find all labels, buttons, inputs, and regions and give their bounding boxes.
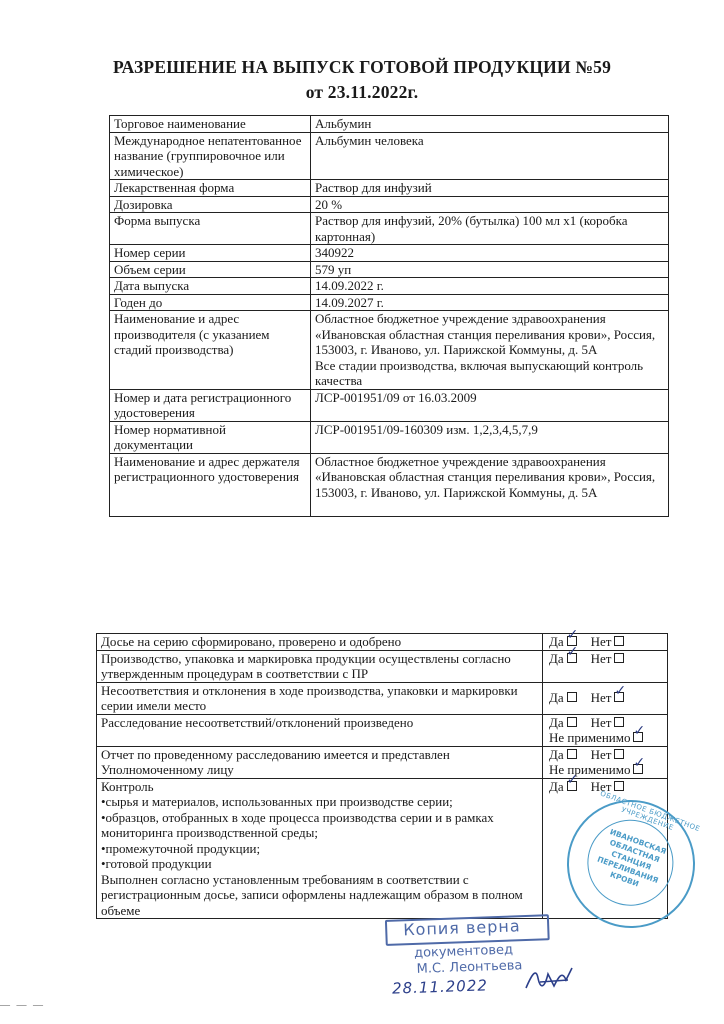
no-label: Нет bbox=[590, 746, 612, 762]
no-label: Нет bbox=[590, 690, 612, 706]
signature bbox=[520, 960, 580, 996]
control-conclusion: Выполнен согласно установленным требованиям в соответствии с регистрационным досье, записи оформлены надлежащим образом в полном объеме bbox=[101, 871, 523, 918]
not-applicable-checkbox-checked[interactable] bbox=[633, 764, 643, 774]
table-row bbox=[110, 245, 669, 262]
check-question: Досье на серию сформировано, проверено и одобрено bbox=[97, 634, 543, 651]
row-label: Годен до bbox=[110, 294, 311, 311]
production-stages: Все стадии производства, включая выпускающий контроль качества bbox=[315, 357, 644, 388]
row-value: 340922 bbox=[311, 245, 669, 262]
table-row bbox=[110, 453, 669, 516]
table-row bbox=[97, 650, 668, 682]
table-row bbox=[110, 311, 669, 390]
table-row bbox=[110, 196, 669, 213]
seal-center-text: ИВАНОВСКАЯ ОБЛАСТНАЯ СТАНЦИЯ ПЕРЕЛИВАНИЯ КРОВИ bbox=[596, 827, 668, 889]
row-label: Международное непатентованное название (группировочное или химическое) bbox=[110, 132, 311, 180]
check-question: Отчет по проведенному расследованию имеется и представлен Уполномоченному лицу bbox=[97, 746, 543, 778]
table-row bbox=[110, 213, 669, 245]
table-row bbox=[110, 180, 669, 197]
row-value: 14.09.2027 г. bbox=[311, 294, 669, 311]
document-title: РАЗРЕШЕНИЕ НА ВЫПУСК ГОТОВОЙ ПРОДУКЦИИ №59 bbox=[112, 57, 612, 77]
check-answer bbox=[543, 714, 668, 746]
row-value: Альбумин bbox=[311, 116, 669, 133]
no-label: Нет bbox=[590, 634, 612, 649]
row-label: Номер нормативной документации bbox=[110, 421, 311, 453]
handwritten-date: 28.11.2022 bbox=[391, 976, 489, 998]
scan-edge-marks: — — — bbox=[0, 1000, 45, 1011]
stamp-name: М.С. Леонтьева bbox=[416, 958, 523, 977]
not-applicable-checkbox-checked[interactable] bbox=[633, 732, 643, 742]
row-label: Форма выпуска bbox=[110, 213, 311, 245]
row-label: Наименование и адрес держателя регистрационного удостоверения bbox=[110, 453, 311, 516]
table-row bbox=[97, 714, 668, 746]
control-heading: Контроль bbox=[101, 778, 154, 794]
no-checkbox[interactable] bbox=[614, 781, 624, 791]
table-row bbox=[110, 421, 669, 453]
table-row bbox=[110, 389, 669, 421]
check-question: Производство, упаковка и маркировка продукции осуществлены согласно утвержденным процедурам в соответствии с ПР bbox=[97, 650, 543, 682]
no-checkbox[interactable] bbox=[614, 717, 624, 727]
no-checkbox[interactable] bbox=[614, 636, 624, 646]
table-row bbox=[97, 746, 668, 778]
table-row bbox=[110, 294, 669, 311]
not-applicable-label: Не применимо bbox=[549, 730, 631, 745]
check-question: Расследование несоответствий/отклонений произведено bbox=[97, 714, 543, 746]
row-label: Номер и дата регистрационного удостоверения bbox=[110, 389, 311, 421]
no-label: Нет bbox=[590, 714, 612, 730]
row-label: Объем серии bbox=[110, 261, 311, 278]
stamp-position: документовед bbox=[413, 942, 514, 961]
check-answer bbox=[543, 634, 668, 651]
row-value: ЛСР-001951/09 от 16.03.2009 bbox=[311, 389, 669, 421]
no-checkbox[interactable] bbox=[614, 749, 624, 759]
row-value: ЛСР-001951/09-160309 изм. 1,2,3,4,5,7,9 bbox=[311, 421, 669, 453]
table-row bbox=[110, 261, 669, 278]
check-question bbox=[97, 778, 543, 919]
yes-label: Да bbox=[549, 690, 564, 706]
row-value: Областное бюджетное учреждение здравоохранения «Ивановская областная станция переливания крови», Россия, 153003, г. Иваново, ул. Парижской Коммуны, д. 5А bbox=[311, 453, 669, 516]
row-value: Раствор для инфузий bbox=[311, 180, 669, 197]
row-value: 20 % bbox=[311, 196, 669, 213]
yes-checkbox[interactable] bbox=[567, 717, 577, 727]
no-label: Нет bbox=[590, 778, 612, 794]
check-answer bbox=[543, 650, 668, 682]
row-value: Раствор для инфузий, 20% (бутылка) 100 мл x1 (коробка картонная) bbox=[311, 213, 669, 245]
check-question: Несоответствия и отклонения в ходе производства, упаковки и маркировки серии имели место bbox=[97, 682, 543, 714]
row-value bbox=[311, 311, 669, 390]
row-label: Дата выпуска bbox=[110, 278, 311, 295]
yes-checkbox-checked[interactable] bbox=[567, 653, 577, 663]
yes-label: Да bbox=[549, 634, 564, 649]
no-checkbox[interactable] bbox=[614, 653, 624, 663]
row-value: 14.09.2022 г. bbox=[311, 278, 669, 295]
list-item: •сырья и материалов, использованных при производстве серии; bbox=[101, 794, 453, 809]
list-item: •промежуточной продукции; bbox=[101, 840, 261, 856]
no-label: Нет bbox=[590, 650, 612, 666]
check-answer bbox=[543, 746, 668, 778]
yes-label: Да bbox=[549, 778, 564, 794]
list-item: •образцов, отобранных в ходе процесса производства серии и в рамках мониторинга производственной среды; bbox=[101, 809, 494, 840]
row-label: Наименование и адрес производителя (с указанием стадий производства) bbox=[110, 311, 311, 390]
row-value: Альбумин человека bbox=[311, 132, 669, 180]
table-row bbox=[97, 682, 668, 714]
yes-label: Да bbox=[549, 746, 564, 762]
stamp-title: Копия верна bbox=[402, 916, 521, 940]
product-info-table bbox=[109, 115, 669, 517]
row-label: Лекарственная форма bbox=[110, 180, 311, 197]
table-row bbox=[97, 634, 668, 651]
row-label: Дозировка bbox=[110, 196, 311, 213]
yes-checkbox[interactable] bbox=[567, 692, 577, 702]
manufacturer-address: Областное бюджетное учреждение здравоохранения «Ивановская областная станция переливания крови», Россия, 153003, г. Иваново, ул. Парижской Коммуны, д. 5А bbox=[315, 311, 656, 357]
yes-label: Да bbox=[549, 650, 564, 666]
document-date: от 23.11.2022г. bbox=[305, 82, 419, 102]
not-applicable-label: Не применимо bbox=[549, 762, 631, 777]
yes-label: Да bbox=[549, 714, 564, 730]
row-value: 579 уп bbox=[311, 261, 669, 278]
row-label: Торговое наименование bbox=[110, 116, 311, 133]
row-label: Номер серии bbox=[110, 245, 311, 262]
table-row bbox=[110, 278, 669, 295]
table-row bbox=[110, 132, 669, 180]
seal-ring-text: ОБЛАСТНОЕ БЮДЖЕТНОЕ УЧРЕЖДЕНИЕ bbox=[599, 789, 702, 834]
list-item: •готовой продукции bbox=[101, 856, 212, 871]
no-checkbox-checked[interactable] bbox=[614, 692, 624, 702]
yes-checkbox[interactable] bbox=[567, 749, 577, 759]
yes-checkbox-checked[interactable] bbox=[567, 781, 577, 791]
table-row bbox=[110, 116, 669, 133]
check-answer bbox=[543, 682, 668, 714]
